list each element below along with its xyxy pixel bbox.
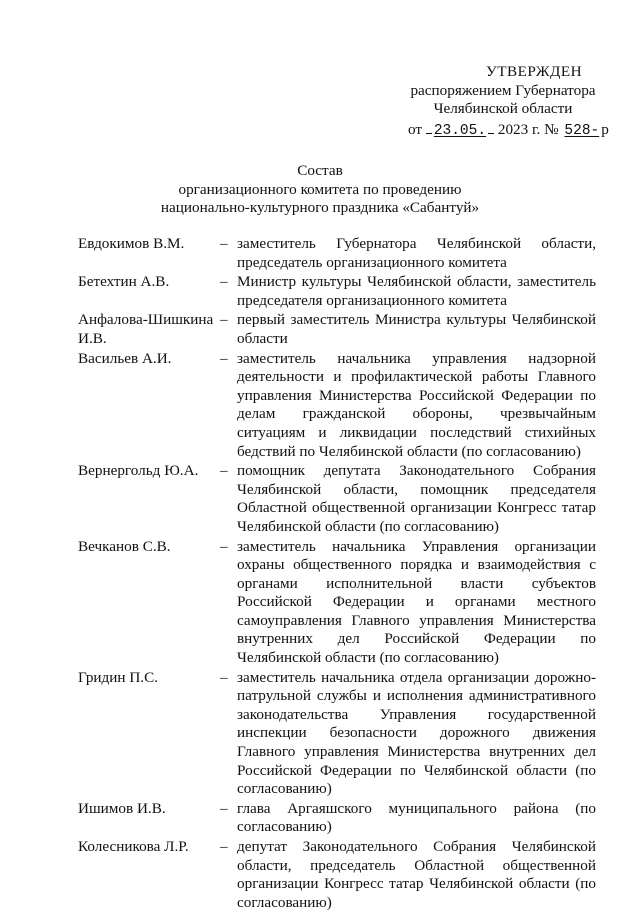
date-blank-right <box>488 119 494 134</box>
member-name: Гридин П.С. <box>78 668 159 686</box>
approval-line-1: распоряжением Губернатора <box>410 81 596 99</box>
member-dash: – <box>220 668 228 686</box>
document-title <box>60 162 580 218</box>
date-value: 23.05. <box>433 122 487 139</box>
member-dash: – <box>220 273 228 291</box>
list-item <box>78 311 596 348</box>
title-line-3: национально-культурного праздника «Сабантуй» <box>160 199 480 217</box>
member-name: Колесникова Л.Р. <box>78 838 189 855</box>
member-role: заместитель начальника Управления организации охраны общественного порядка и взаимодействия с органами исполнительной власти субъектов Российской Федерации и органами местного самоуправления Главного управления Министерства внутренних дел Российской Федерации по Челябинской области (по согласованию) <box>237 537 596 667</box>
date-prefix: от <box>408 120 423 138</box>
member-name: Ишимов И.В. <box>78 799 166 817</box>
member-name: Васильев А.И. <box>78 349 172 367</box>
member-name: Анфалова-Шишкина И.В. <box>78 311 214 347</box>
member-role: депутат Законодательного Собрания Челябинской области, председатель Областной общественной организации Конгресс татар Челябинской области (по согласованию) <box>237 838 596 911</box>
member-name: Бетехтин А.В. <box>78 273 170 291</box>
list-item <box>78 350 596 462</box>
member-dash: – <box>220 799 228 817</box>
member-role: помощник депутата Законодательного Собрания Челябинской области, помощник председателя Областной общественной организации Конгресс татар Челябинской области (по согласованию) <box>237 462 596 535</box>
approval-heading: УТВЕРЖДЕН <box>486 63 583 80</box>
member-role: Министр культуры Челябинской области, заместитель председателя организационного комитета <box>237 273 596 309</box>
member-name: Вечканов С.В. <box>78 537 171 555</box>
member-name: Вернергольд Ю.А. <box>78 462 199 480</box>
member-dash: – <box>220 537 228 555</box>
approval-line-2: Челябинской области <box>433 100 573 118</box>
title-line-2: организационного комитета по проведению <box>178 180 462 198</box>
list-item <box>78 235 596 272</box>
list-item <box>78 538 596 668</box>
order-number-suffix: р <box>601 120 609 138</box>
approval-date-line <box>398 119 608 141</box>
member-role: заместитель начальника отдела организации дорожно-патрульной службы и исполнения административного законодательства Управления государственной инспекции безопасности дорожного движения Главного управления Министерства внутренних дел Российской Федерации по Челябинской области (по согласованию) <box>237 668 596 798</box>
member-dash: – <box>220 311 228 329</box>
list-item <box>78 838 596 912</box>
order-number: 528- <box>564 122 600 139</box>
committee-members-list <box>78 235 596 913</box>
year-text: 2023 г. № <box>497 120 559 138</box>
list-item <box>78 462 596 536</box>
member-role: заместитель начальника управления надзорной деятельности и профилактической работы Главного управления Министерства Российской Федерации по делам гражданской обороны, чрезвычайным ситуациям и ликвидации последствий стихийных бедствий по Челябинской области (по согласованию) <box>237 349 596 460</box>
list-item <box>78 669 596 799</box>
approval-stamp <box>398 63 608 140</box>
member-role: заместитель Губернатора Челябинской области, председатель организационного комитета <box>237 235 596 271</box>
member-role: первый заместитель Министра культуры Челябинской области <box>237 311 596 347</box>
list-item <box>78 273 596 310</box>
member-dash: – <box>220 235 228 252</box>
list-item <box>78 800 596 837</box>
member-dash: – <box>220 462 228 480</box>
member-dash: – <box>220 349 228 367</box>
title-line-1: Состав <box>297 162 343 179</box>
date-blank-left <box>426 119 432 134</box>
member-name: Евдокимов В.М. <box>78 235 185 252</box>
member-role: глава Аргаяшского муниципального района (по согласованию) <box>237 799 596 836</box>
member-dash: – <box>220 838 228 855</box>
